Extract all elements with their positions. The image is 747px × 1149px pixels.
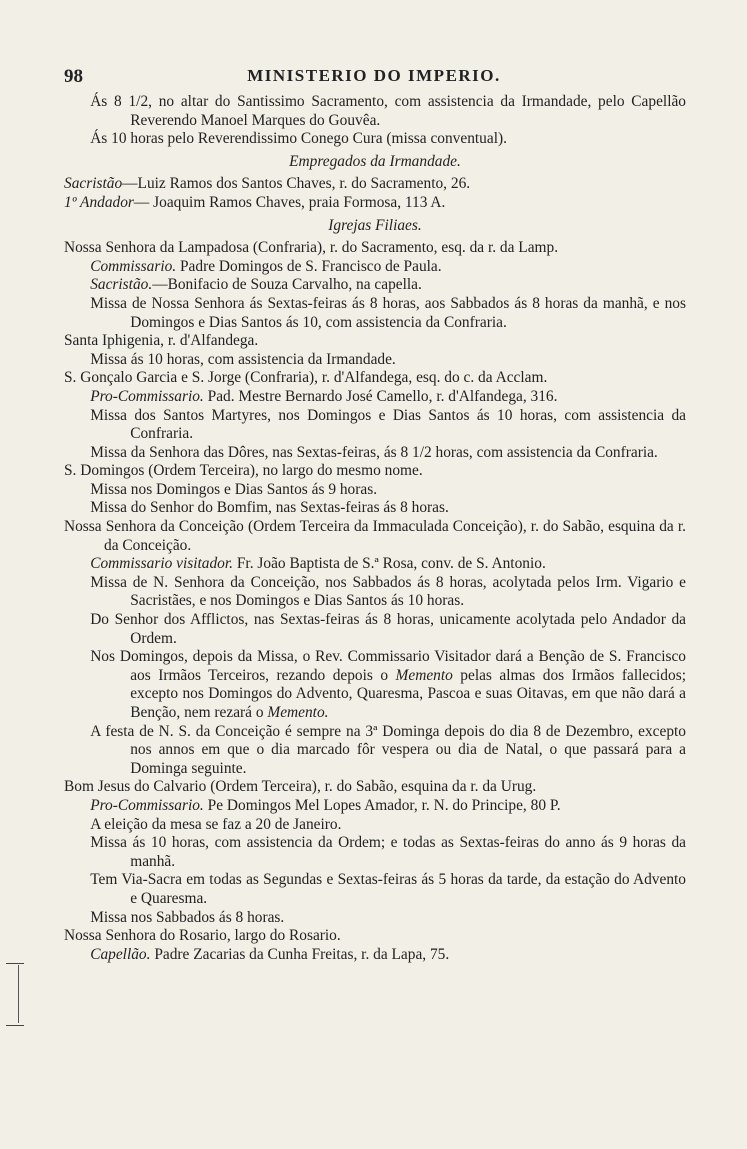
margin-bar [18, 965, 19, 1023]
conceicao-domingos [64, 648, 686, 722]
margin-tick [6, 963, 24, 964]
entry-text: Padre Zacarias da Cunha Freitas, r. da Lapa, 75. [154, 945, 450, 963]
page-body [64, 93, 686, 964]
church-conceicao: Nossa Senhora da Conceição (Ordem Terceira da Immaculada Conceição), r. do Sabão, esquina da r. da Conceição. [64, 518, 686, 554]
conceicao-senhor: Do Senhor dos Afflictos, nas Sextas-feiras ás 8 horas, unicamente acolytada pelo Andador da Ordem. [90, 611, 686, 647]
margin-binding-marks [0, 955, 32, 1033]
domingos-missa-2: Missa do Senhor do Bomfim, nas Sextas-feiras ás 8 horas. [90, 499, 449, 517]
church-bomjesus: Bom Jesus do Calvario (Ordem Terceira), r. do Sabão, esquina da r. da Urug. [64, 778, 537, 796]
goncalo-missa-2: Missa da Senhora das Dôres, nas Sextas-feiras, ás 8 1/2 horas, com assistencia da Confraria. [90, 443, 658, 461]
church-goncalo: S. Gonçalo Garcia e S. Jorge (Confraria), r. d'Alfandega, esq. do c. da Acclam. [64, 369, 548, 387]
role-label: Pro-Commissario. [90, 796, 204, 814]
entry-text: Padre Domingos de S. Francisco de Paula. [180, 257, 442, 275]
conceicao-visitador [64, 555, 686, 574]
bomjesus-sabbados: Missa nos Sabbados ás 8 horas. [90, 908, 285, 926]
entry-text: Pad. Mestre Bernardo José Camello, r. d'Alfandega, 316. [207, 387, 558, 405]
entry-text: Nos Domingos, depois da Missa, o Rev. Commissario Visitador dará a Benção de S. Francisco aos Irmãos Terceiros, rezando depois o [90, 648, 686, 684]
entry-text: —Bonifacio de Souza Carvalho, na capella. [152, 276, 422, 294]
mass-schedule-1: Ás 8 1/2, no altar do Santissimo Sacramento, com assistencia da Irmandade, pelo Capellão Reverendo Manoel Marques do Gouvêa. [90, 93, 686, 129]
section-heading-igrejas: Igrejas Filiaes. [328, 216, 422, 234]
bomjesus-missa: Missa ás 10 horas, com assistencia da Ordem; e todas as Sextas-feiras do anno ás 9 horas da manhã. [90, 834, 686, 870]
role-label: Sacristão [64, 175, 123, 193]
lampadosa-missa: Missa de Nossa Senhora ás Sextas-feiras ás 8 horas, aos Sabbados ás 8 horas da manhã, e nos Domingos e Dias Santos ás 10, com assistencia da Confraria. [90, 294, 686, 331]
bomjesus-eleicao: A eleição da mesa se faz a 20 de Janeiro. [90, 815, 342, 833]
margin-tick [6, 1025, 24, 1026]
memento-word: Memento. [267, 704, 329, 721]
role-label: 1º Andador [64, 193, 134, 211]
role-label: Capellão. [90, 945, 151, 963]
entry-text: Pe Domingos Mel Lopes Amador, r. N. do Principe, 80 P. [207, 796, 561, 814]
entry-text: —Luiz Ramos dos Santos Chaves, r. do Sacramento, 26. [122, 175, 471, 193]
page-header [64, 66, 684, 90]
church-domingos: S. Domingos (Ordem Terceira), no largo do mesmo nome. [64, 462, 423, 480]
domingos-missa-1: Missa nos Domingos e Dias Santos ás 9 horas. [90, 480, 378, 498]
sacristao-entry [64, 175, 686, 194]
running-title: MINISTERIO DO IMPERIO. [247, 66, 501, 85]
conceicao-missa: Missa de N. Senhora da Conceição, nos Sabbados ás 8 horas, acolytada pelos Irm. Vigario e Sacristães, e nos Domingos e Dias Santos ás 10 horas. [90, 573, 686, 610]
entry-text: — Joaquim Ramos Chaves, praia Formosa, 113 A. [133, 193, 446, 211]
entry-text: Fr. João Baptista de S.ª Rosa, conv. de S. Antonio. [236, 555, 546, 573]
role-label: Commissario visitador. [90, 555, 234, 573]
page-number: 98 [64, 66, 83, 87]
church-iphigenia: Santa Iphigenia, r. d'Alfandega. [64, 332, 259, 350]
role-label: Sacristão. [90, 276, 153, 294]
iphigenia-missa: Missa ás 10 horas, com assistencia da Irmandade. [90, 350, 396, 368]
goncalo-missa-1: Missa dos Santos Martyres, nos Domingos e Dias Santos ás 10 horas, com assistencia da Confraria. [90, 406, 686, 443]
conceicao-festa: A festa de N. S. da Conceição é sempre na 3ª Dominga depois do dia 8 de Dezembro, excepto nos annos em que o dia marcado fôr vespera ou dia de Natal, o que passará para a Dominga seguinte. [90, 722, 686, 777]
role-label: Pro-Commissario. [90, 387, 204, 405]
mass-schedule-2: Ás 10 horas pelo Reverendissimo Conego Cura (missa conventual). [90, 130, 507, 148]
role-label: Commissario. [90, 257, 177, 275]
entry-text: pelas almas dos Irmãos fallecidos; excepto nos Domingos do Advento, Quaresma, Pascoa e suas Oitavas, em que não dará a Benção, nem rezará o [130, 666, 686, 721]
section-heading-empregados: Empregados da Irmandade. [289, 152, 461, 170]
bomjesus-pro-commissario [64, 797, 686, 816]
memento-word: Memento [395, 666, 453, 684]
church-lampadosa: Nossa Senhora da Lampadosa (Confraria), r. do Sacramento, esq. da r. da Lamp. [64, 239, 559, 257]
andador-entry [64, 194, 686, 213]
goncalo-pro-commissario [64, 388, 686, 407]
rosario-capellao [64, 946, 686, 965]
lampadosa-sacristao [64, 276, 686, 295]
church-rosario: Nossa Senhora do Rosario, largo do Rosario. [64, 927, 341, 945]
lampadosa-commissario [64, 258, 686, 277]
bomjesus-via-sacra: Tem Via-Sacra em todas as Segundas e Sextas-feiras ás 5 horas da tarde, da estação do Advento e Quaresma. [90, 871, 686, 907]
